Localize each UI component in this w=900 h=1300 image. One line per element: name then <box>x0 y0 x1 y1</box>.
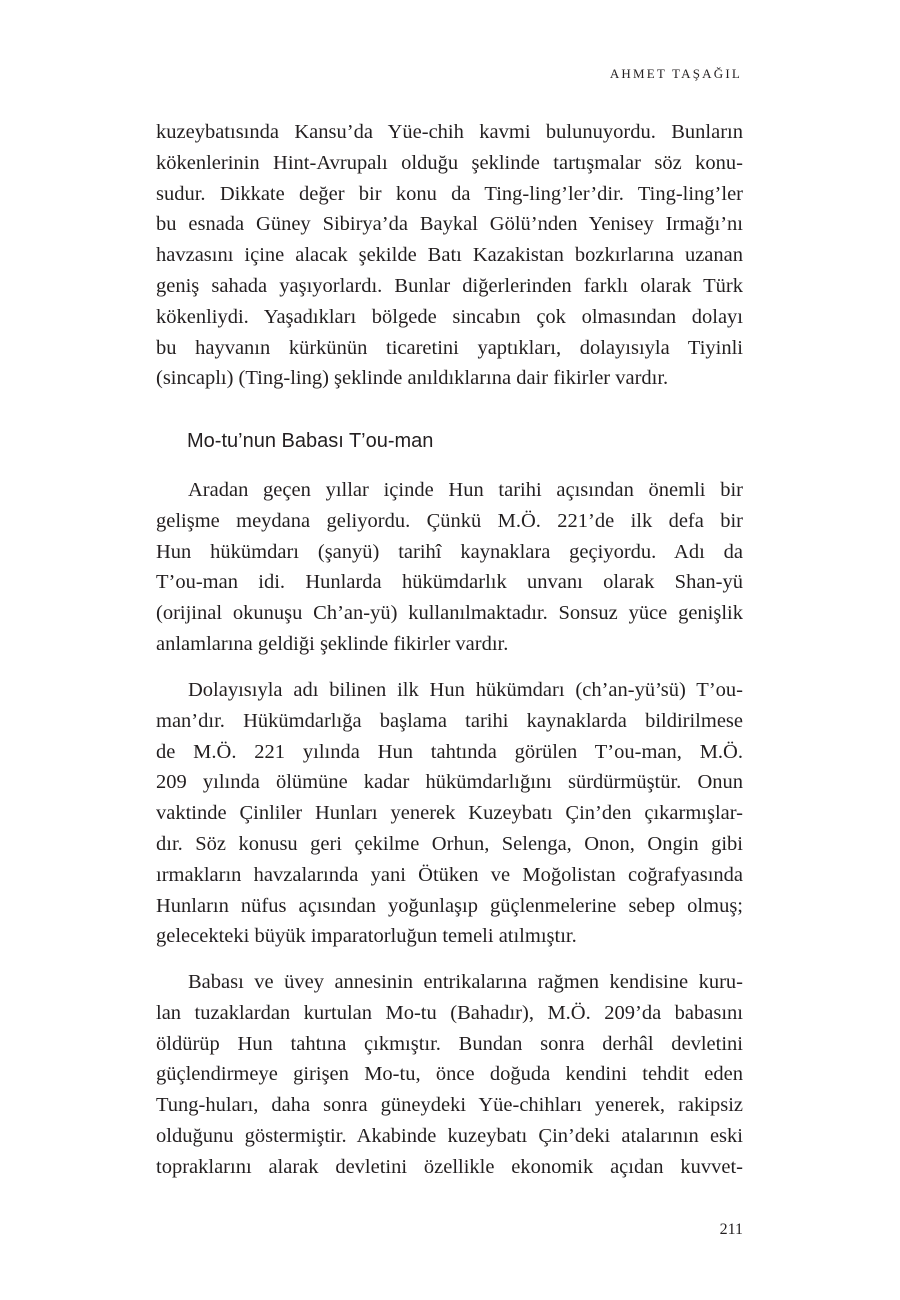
running-head: AHMET TAŞAĞIL <box>609 66 742 81</box>
text-line: T’ou-man idi. Hunlarda hükümdarlık unvanı olarak Shan-yü <box>156 571 743 594</box>
text-line: güçlendirmeye girişen Mo-tu, önce doğuda kendini tehdit eden <box>156 1063 743 1086</box>
text-line: vaktinde Çinliler Hunları yenerek Kuzeybatı Çin’den çıkarmışlar- <box>156 802 743 825</box>
text-line: Aradan geçen yıllar içinde Hun tarihi açısından önemli bir <box>188 479 743 501</box>
text-line: kökenliydi. Yaşadıkları bölgede sincabın çok olmasından dolayı <box>156 305 743 328</box>
text-line: olduğunu göstermiştir. Akabinde kuzeybatı Çin’deki atalarının eski <box>156 1124 743 1147</box>
text-line: geniş sahada yaşıyorlardı. Bunlar diğerlerinden farklı olarak Türk <box>156 274 743 297</box>
text-line: bu hayvanın kürkünün ticaretini yaptıkları, dolayısıyla Tiyinli <box>156 336 743 359</box>
text-line: gelecekteki büyük imparatorluğun temeli atılmıştır. <box>156 925 577 948</box>
paragraph-2 <box>156 475 743 660</box>
text-line: de M.Ö. 221 yılında Hun tahtında görülen T’ou-man, M.Ö. <box>156 740 743 763</box>
text-line: dır. Söz konusu geri çekilme Orhun, Selenga, Onon, Ongin gibi <box>156 832 743 855</box>
text-line: sudur. Dikkate değer bir konu da Ting-ling’ler’dir. Ting-ling’ler <box>156 182 743 205</box>
text-line: man’dır. Hükümdarlığa başlama tarihi kaynaklarda bildirilmese <box>156 709 743 732</box>
text-line: öldürüp Hun tahtına çıkmıştır. Bundan sonra derhâl devletini <box>156 1032 743 1055</box>
text-line: kökenlerinin Hint-Avrupalı olduğu şeklinde tartışmalar söz konu- <box>156 151 743 174</box>
text-line: gelişme meydana geliyordu. Çünkü M.Ö. 221’de ilk defa bir <box>156 509 743 532</box>
text-line: 209 yılında ölümüne kadar hükümdarlığını sürdürmüştür. Onun <box>156 771 743 794</box>
paragraph-4 <box>156 967 743 1183</box>
text-line: Hunların nüfus açısından yoğunlaşıp güçlenmelerine sebep olmuş; <box>156 894 743 917</box>
text-line: (orijinal okunuşu Ch’an-yü) kullanılmaktadır. Sonsuz yüce genişlik <box>156 602 743 625</box>
text-line: lan tuzaklardan kurtulan Mo-tu (Bahadır), M.Ö. 209’da babasını <box>156 1001 743 1024</box>
paragraph-1 <box>156 117 743 394</box>
text-line: (sincaplı) (Ting-ling) şeklinde anıldıklarına dair fikirler vardır. <box>156 367 669 390</box>
paragraph-3 <box>156 675 743 952</box>
text-line: anlamlarına geldiği şeklinde fikirler vardır. <box>156 632 509 655</box>
text-line: bu esnada Güney Sibirya’da Baykal Gölü’nden Yenisey Irmağı’nı <box>156 213 743 236</box>
text-line: Hun hükümdarı (şanyü) tarihî kaynaklara geçiyordu. Adı da <box>156 540 743 563</box>
page-number: 211 <box>719 1221 743 1238</box>
text-line: Tung-huları, daha sonra güneydeki Yüe-chihları yenerek, rakipsiz <box>156 1094 743 1117</box>
text-line: kuzeybatısında Kansu’da Yüe-chih kavmi bulunuyordu. Bunların <box>156 121 743 143</box>
section-heading: Mo-tu’nun Babası T’ou-man <box>187 430 434 452</box>
text-line: Babası ve üvey annesinin entrikalarına rağmen kendisine kuru- <box>188 971 743 993</box>
text-line: ırmakların havzalarında yani Ötüken ve Moğolistan coğrafyasında <box>156 863 743 886</box>
text-line: Dolayısıyla adı bilinen ilk Hun hükümdarı (ch’an-yü’sü) T’ou- <box>188 679 743 701</box>
text-line: topraklarını alarak devletini özellikle ekonomik açıdan kuvvet- <box>156 1155 743 1178</box>
text-line: havzasını içine alacak şekilde Batı Kazakistan bozkırlarına uzanan <box>156 244 743 267</box>
